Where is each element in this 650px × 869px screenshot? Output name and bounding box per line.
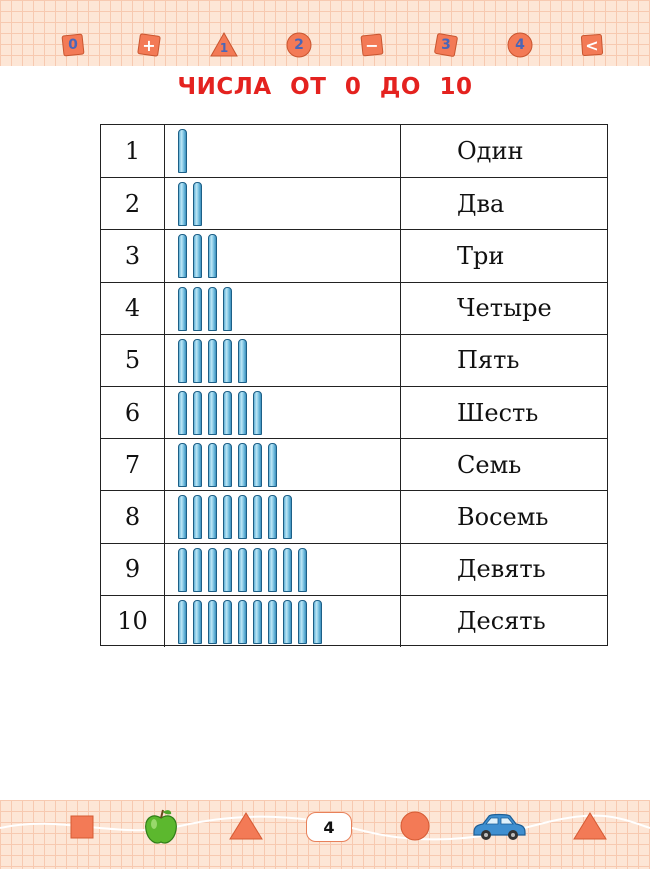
counting-stick: [208, 391, 217, 435]
sticks-cell: [165, 335, 401, 386]
car-icon: [471, 810, 527, 842]
sticks-cell: [165, 491, 401, 542]
counting-stick: [238, 600, 247, 644]
number-cell: 10: [101, 596, 165, 647]
number-cell: 7: [101, 439, 165, 490]
counting-stick: [208, 548, 217, 592]
table-row: [101, 543, 607, 595]
one-triangle-icon: [212, 33, 236, 57]
counting-stick: [193, 234, 202, 278]
symbol-glyph: +: [142, 35, 156, 55]
number-cell: 3: [101, 230, 165, 281]
sticks-cell: [165, 283, 401, 334]
sticks-cell: [165, 178, 401, 229]
counting-stick: [268, 548, 277, 592]
word-cell: Шесть: [457, 398, 539, 427]
counting-stick: [298, 548, 307, 592]
counting-stick: [193, 391, 202, 435]
word-cell: Пять: [457, 346, 520, 375]
sticks-cell: [165, 596, 401, 647]
counting-stick: [208, 234, 217, 278]
counting-stick: [253, 443, 262, 487]
counting-stick: [223, 339, 232, 383]
counting-stick: [193, 339, 202, 383]
numbers-table: [100, 124, 608, 646]
three-square-icon: [434, 33, 458, 57]
counting-stick: [238, 339, 247, 383]
counting-stick: [193, 600, 202, 644]
table-row: [101, 386, 607, 438]
symbol-glyph: <: [585, 35, 599, 55]
counting-stick: [238, 495, 247, 539]
symbol-glyph: 3: [441, 37, 451, 53]
counting-stick: [253, 391, 262, 435]
counting-stick: [268, 600, 277, 644]
two-circle-icon: [287, 33, 311, 57]
table-row: [101, 490, 607, 542]
counting-stick: [223, 495, 232, 539]
table-row: [101, 177, 607, 229]
counting-stick: [298, 600, 307, 644]
counting-stick: [178, 495, 187, 539]
sticks-cell: [165, 439, 401, 490]
counting-stick: [253, 548, 262, 592]
square-icon: [70, 815, 94, 839]
word-cell: Девять: [457, 555, 546, 584]
counting-stick: [223, 443, 232, 487]
counting-stick: [178, 129, 187, 173]
word-cell: Один: [457, 137, 524, 166]
word-cell: Два: [457, 189, 505, 218]
symbol-glyph: 0: [68, 37, 78, 53]
triangle-icon: [573, 812, 607, 840]
number-cell: 1: [101, 125, 165, 177]
counting-stick: [253, 495, 262, 539]
number-cell: 8: [101, 491, 165, 542]
table-row: [101, 438, 607, 490]
counting-stick: [283, 600, 292, 644]
counting-stick: [193, 495, 202, 539]
counting-stick: [178, 234, 187, 278]
counting-stick: [193, 182, 202, 226]
plus-square-icon: [137, 33, 161, 57]
counting-stick: [208, 287, 217, 331]
counting-stick: [208, 443, 217, 487]
counting-stick: [223, 600, 232, 644]
counting-stick: [268, 495, 277, 539]
counting-stick: [253, 600, 262, 644]
circle-icon: [400, 811, 430, 841]
counting-stick: [268, 443, 277, 487]
table-row: [101, 595, 607, 647]
sticks-cell: [165, 387, 401, 438]
number-cell: 9: [101, 544, 165, 595]
symbol-glyph: −: [365, 35, 379, 55]
table-row: [101, 334, 607, 386]
word-cell: Семь: [457, 450, 522, 479]
counting-stick: [238, 391, 247, 435]
counting-stick: [178, 287, 187, 331]
counting-stick: [238, 443, 247, 487]
counting-stick: [283, 495, 292, 539]
zero-square-icon: [61, 33, 85, 57]
symbol-glyph: 4: [515, 37, 525, 53]
counting-stick: [193, 443, 202, 487]
counting-stick: [223, 391, 232, 435]
page-title: ЧИСЛА ОТ 0 ДО 10: [177, 74, 473, 100]
counting-stick: [178, 548, 187, 592]
table-row: [101, 229, 607, 281]
counting-stick: [223, 287, 232, 331]
four-circle-icon: [508, 33, 532, 57]
page-number: 4: [306, 812, 352, 842]
triangle-icon: [229, 812, 263, 840]
counting-stick: [178, 182, 187, 226]
number-cell: 6: [101, 387, 165, 438]
counting-stick: [208, 339, 217, 383]
word-cell: Восемь: [457, 502, 549, 531]
sticks-cell: [165, 230, 401, 281]
symbol-glyph: 2: [294, 37, 304, 53]
apple-icon: [143, 808, 179, 846]
counting-stick: [313, 600, 322, 644]
counting-stick: [238, 548, 247, 592]
word-cell: Десять: [457, 607, 546, 636]
counting-stick: [193, 548, 202, 592]
counting-stick: [178, 339, 187, 383]
number-cell: 2: [101, 178, 165, 229]
table-row: [101, 282, 607, 334]
word-cell: Три: [457, 241, 505, 270]
symbol-glyph: 1: [219, 41, 229, 55]
counting-stick: [208, 600, 217, 644]
minus-square-icon: [360, 33, 384, 57]
counting-stick: [223, 548, 232, 592]
counting-stick: [193, 287, 202, 331]
counting-stick: [178, 391, 187, 435]
counting-stick: [208, 495, 217, 539]
number-cell: 5: [101, 335, 165, 386]
sticks-cell: [165, 125, 401, 177]
counting-stick: [283, 548, 292, 592]
sticks-cell: [165, 544, 401, 595]
header-band: [0, 0, 650, 66]
counting-stick: [178, 600, 187, 644]
less-than-square-icon: [580, 33, 604, 57]
word-cell: Четыре: [457, 294, 552, 323]
table-row: [101, 125, 607, 177]
counting-stick: [178, 443, 187, 487]
number-cell: 4: [101, 283, 165, 334]
